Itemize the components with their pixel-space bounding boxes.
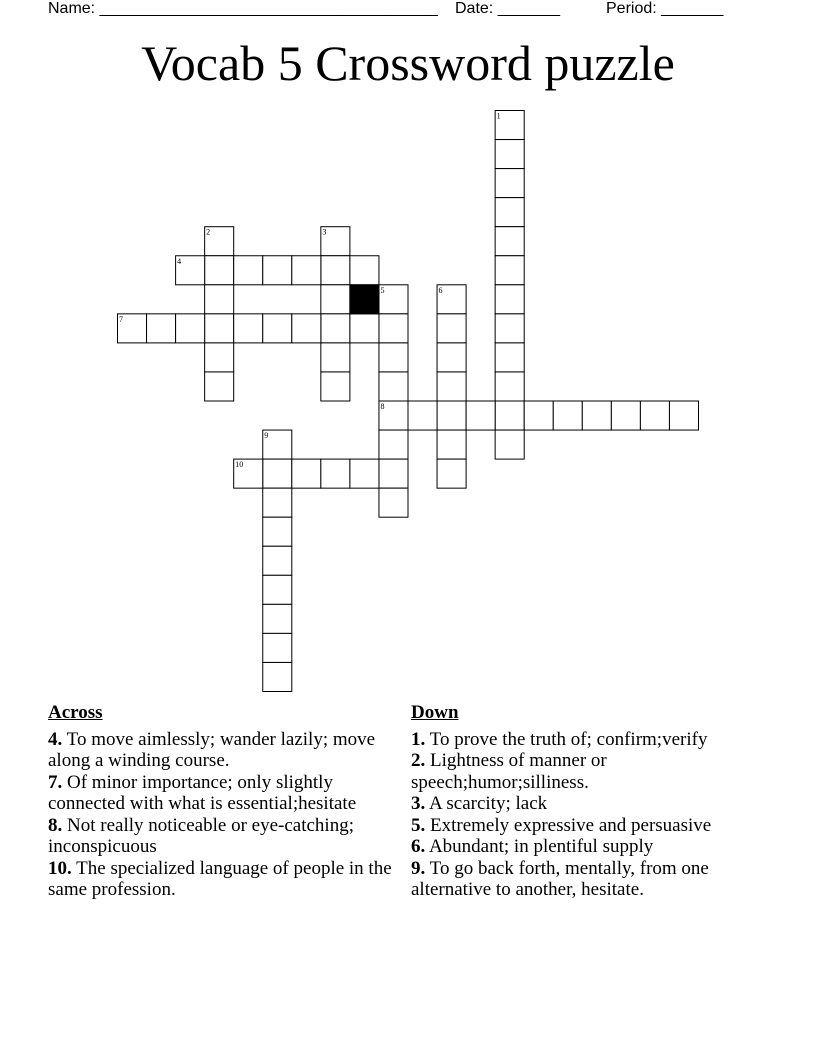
grid-cell[interactable] [379, 372, 408, 401]
grid-cell[interactable] [437, 459, 466, 488]
grid-cell[interactable] [495, 343, 524, 372]
grid-cell[interactable] [669, 401, 698, 430]
clue-number: 10 [235, 460, 244, 470]
clue-number: 8 [380, 402, 385, 411]
grid-cell[interactable] [263, 256, 292, 285]
grid-cell[interactable] [321, 285, 350, 314]
grid-cell[interactable] [350, 256, 379, 285]
clue-down-9: 9. To go back forth, mentally, from one alternative to another, hesitate. [411, 857, 709, 900]
grid-cell[interactable] [292, 314, 321, 343]
clue-down-5: 5. Extremely expressive and persuasive [411, 814, 712, 836]
black-cell [350, 285, 379, 314]
across-heading: Across [48, 702, 103, 723]
grid-cell[interactable] [379, 430, 408, 459]
name-field[interactable]: Name: ______________________________________ [48, 0, 438, 17]
clue-number: 6 [438, 285, 443, 295]
clue-number: 7 [119, 314, 123, 324]
grid-cell[interactable] [321, 459, 350, 488]
date-field[interactable]: Date: _______ [455, 0, 560, 17]
grid-cell[interactable] [205, 285, 234, 314]
grid-cell[interactable] [466, 401, 495, 430]
grid-cell[interactable] [495, 401, 524, 430]
grid-cell[interactable] [321, 314, 350, 343]
clue-number: 2 [206, 227, 211, 237]
clue-across-10: 10. The specialized language of people in the same profession. [48, 857, 392, 900]
grid-cell[interactable] [350, 459, 379, 488]
grid-cell[interactable] [379, 343, 408, 372]
page-title: Vocab 5 Crossword puzzle [141, 35, 675, 91]
grid-cell[interactable] [437, 430, 466, 459]
clue-number: 3 [322, 227, 327, 237]
grid-cell[interactable] [205, 256, 234, 285]
grid-cell[interactable] [379, 488, 408, 517]
grid-cell[interactable] [553, 401, 582, 430]
grid-cell[interactable] [495, 285, 524, 314]
period-field[interactable]: Period: _______ [606, 0, 724, 17]
clue-down-1: 1. To prove the truth of; confirm;verify [411, 728, 708, 750]
grid-cell[interactable] [205, 343, 234, 372]
grid-cell[interactable] [263, 488, 292, 517]
clue-across-8: 8. Not really noticeable or eye-catching; inconspicuous [48, 814, 354, 857]
grid-cell[interactable] [495, 169, 524, 198]
down-clues [411, 702, 756, 901]
grid-cell[interactable] [321, 372, 350, 401]
across-clues [48, 702, 393, 901]
grid-cell[interactable] [495, 372, 524, 401]
grid-cell[interactable] [495, 256, 524, 285]
grid-cell[interactable] [147, 314, 176, 343]
grid-cell[interactable] [437, 372, 466, 401]
grid-cell[interactable] [321, 343, 350, 372]
grid-cell[interactable] [408, 401, 437, 430]
grid-cell[interactable] [176, 314, 205, 343]
grid-cell[interactable] [379, 314, 408, 343]
grid-cell[interactable] [292, 256, 321, 285]
grid-cell[interactable] [234, 256, 263, 285]
clue-down-3: 3. A scarcity; lack [411, 793, 548, 814]
grid-cell[interactable] [263, 604, 292, 633]
clue-number: 5 [380, 285, 385, 295]
grid-cell[interactable] [495, 198, 524, 227]
grid-cell[interactable] [263, 633, 292, 662]
clue-across-7: 7. Of minor importance; only slightly connected with what is essential;hesitate [48, 771, 357, 814]
grid-cell[interactable] [437, 401, 466, 430]
grid-cell[interactable] [205, 372, 234, 401]
grid-cell[interactable] [263, 546, 292, 575]
grid-cell[interactable] [437, 343, 466, 372]
clue-number: 4 [177, 256, 182, 266]
grid-cell[interactable] [495, 140, 524, 169]
grid-cell[interactable] [263, 575, 292, 604]
grid-cell[interactable] [582, 401, 611, 430]
grid-cell[interactable] [495, 430, 524, 459]
grid-cell[interactable] [495, 227, 524, 256]
clue-number: 1 [496, 111, 501, 121]
clue-down-2: 2. Lightness of manner or speech;humor;silliness. [411, 750, 607, 793]
grid-cell[interactable] [437, 314, 466, 343]
grid-cell[interactable] [350, 314, 379, 343]
grid-cell[interactable] [292, 459, 321, 488]
clue-down-6: 6. Abundant; in plentiful supply [411, 836, 654, 857]
grid-cell[interactable] [379, 459, 408, 488]
grid-cell[interactable] [611, 401, 640, 430]
grid-cell[interactable] [321, 256, 350, 285]
grid-cell[interactable] [263, 314, 292, 343]
clue-number: 9 [264, 431, 269, 441]
grid-cell[interactable] [263, 459, 292, 488]
grid-cell[interactable] [263, 662, 292, 691]
grid-cell[interactable] [263, 517, 292, 546]
grid-cell[interactable] [234, 314, 263, 343]
grid-cell[interactable] [205, 314, 234, 343]
clue-across-4: 4. To move aimlessly; wander lazily; move along a winding course. [48, 728, 376, 771]
grid-cell[interactable] [640, 401, 669, 430]
grid-cell[interactable] [495, 314, 524, 343]
grid-cell[interactable] [524, 401, 553, 430]
down-heading: Down [411, 702, 459, 723]
